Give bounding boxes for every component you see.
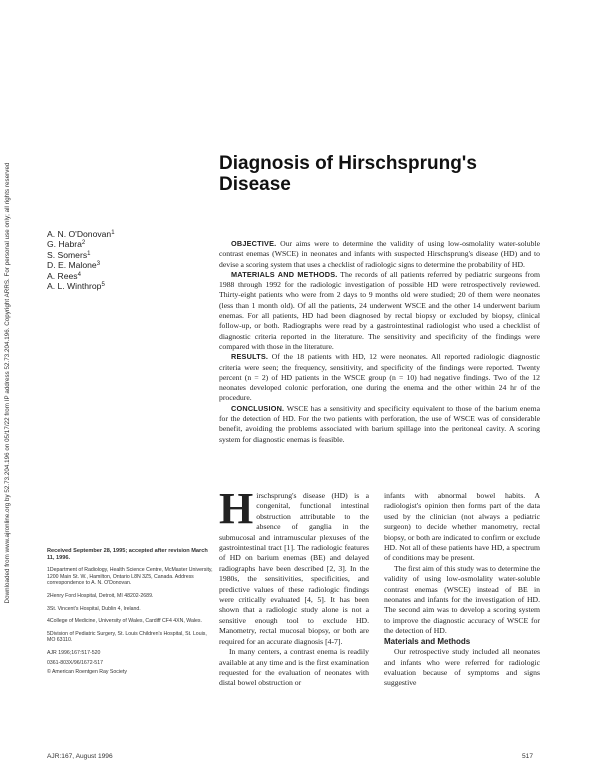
body-paragraph: The first aim of this study was to determine the validity of using low-osmolality water-soluble contrast enemas (WSCE) instead of BE in neonates and infants for the investigation of HD. The second aim was to develop a scoring system to improve the diagnostic accuracy of WSCE for the detection of HD. <box>384 563 540 636</box>
footnote: 2Henry Ford Hospital, Detroit, MI 48202-2689. <box>47 592 154 599</box>
footnote: 3St. Vincent's Hospital, Dublin 4, Ireland. <box>47 605 141 612</box>
article-title: Diagnosis of Hirschsprung's Disease <box>219 153 477 195</box>
footnote: 4College of Medicine, University of Wales, Cardiff CF4 4XN, Wales. <box>47 618 202 625</box>
footnote-citation: AJR 1996;167:517-520 <box>47 649 101 656</box>
download-notice: Downloaded from www.ajronline.org by 52.73.204.196 on 05/17/22 from IP address 52.73.204.196. Copyright ARRS. For personal use only; all rights reserved <box>4 162 11 604</box>
section-heading: Materials and Methods <box>384 636 471 646</box>
author: S. Somers$^1$ <box>47 249 91 260</box>
article-footnotes <box>47 548 213 682</box>
author: A. L. Winthrop$^5$ <box>47 281 105 292</box>
author: A. N. O'Donovan$^1$ <box>47 229 115 239</box>
author: G. Habra$^2$ <box>47 239 86 250</box>
abstract-conclusion: CONCLUSION. WSCE has a sensitivity and specificity equivalent to those of the barium enema for the detection of HD. For the two patients with perforation, the use of WSCE was of considerable benefit, avoiding the problems associated with barium spillage into the peritoneal cavity. A scoring system for diagnostic enemas is feasible. <box>219 403 540 444</box>
author: D. E. Malone$^3$ <box>47 260 101 271</box>
journal-footer: AJR:167, August 1996 <box>47 753 113 760</box>
author-list <box>47 229 207 291</box>
body-column-left <box>219 484 369 689</box>
body-column-right <box>384 491 540 689</box>
footnote-copyright: © American Roentgen Ray Society <box>47 669 127 676</box>
page-number: 517 <box>522 753 534 760</box>
author: A. Rees$^4$ <box>47 270 81 281</box>
body-paragraph: irschsprung's disease (HD) is a congenital, functional intestinal obstruction attributable to the absence of ganglia in the submucosal and intramuscular plexuses of the gastrointestinal tract [1]. The radiologic features of HD on barium enemas (BE) and delayed radiographs have been described [2, 3]. In the 1980s, the sensitivities, specificities, and predictive values of these radiologic findings were critically evaluated [4, 5]. It has been shown that a radiologic study alone is not a sensitive enough tool to exclude HD. Manometry, rectal mucosal biopsy, or both are required for an accurate diagnosis [4-7]. <box>219 491 369 646</box>
footnote-issn: 0361-803X/96/1672-517 <box>47 659 103 666</box>
body-paragraph: In many centers, a contrast enema is readily available at any time and is the first examination requested for the evaluation of neonates with distal bowel obstruction or <box>219 647 369 688</box>
footnote-received: Received September 28, 1995; accepted after revision March 11, 1996. <box>47 548 208 561</box>
abstract-results: RESULTS. Of the 18 patients with HD, 12 were neonates. All reported radiologic diagnostic criteria were seen; the frequency, sensitivity, and specificity of the findings were reported. Twenty percent (n = 2) of HD patients in the WSCE group (n = 10) had negative findings. Two of the 12 neonates developed colonic perforation, one during the enema and the other within 24 hr of the procedure. <box>219 352 540 403</box>
body-paragraph: Our retrospective study included all neonates and infants who were referred for radiologic evaluation because of symptoms and signs suggestive <box>384 647 540 688</box>
footnote: 5Division of Pediatric Surgery, St. Louis Children's Hospital, St. Louis, MO 63110. <box>47 630 207 644</box>
abstract <box>219 239 540 445</box>
footnote: 1Department of Radiology, Health Science Centre, McMaster University, 1200 Main St. W., Hamilton, Ontario L8N 3Z5, Canada. Address correspondence to A. N. O'Donovan. <box>47 567 213 587</box>
drop-cap: H <box>219 484 254 533</box>
abstract-methods: MATERIALS AND METHODS. The records of all patients referred by pediatric surgeons from 1988 through 1992 for the radiologic investigation of possible HD were retrospectively reviewed. Thirty-eight patients who were from 2 days to 9 months old were studied; 20 of them were neonates (less than 1 month old). Of all the patients, 24 underwent WSCE and the other 14 underwent barium enemas. For all patients, HD had been diagnosed by rectal biopsy or excluded by biopsy, clinical follow-up, or both. Radiographs were read by a gastrointestinal radiologist who used a checklist of diagnostic criteria reported in the literature. The sensitivity and specificity of the findings were compared with those in the literature. <box>219 269 540 351</box>
abstract-objective: OBJECTIVE. Our aims were to determine the validity of using low-osmolality water-soluble contrast enemas (WSCE) in neonates and infants with suspected Hirschsprung's disease (HD) and to devise a scoring system that uses a checklist of radiologic signs to determine the probability of HD. <box>219 239 540 269</box>
body-paragraph: infants with abnormal bowel habits. A radiologist's opinion then forms part of the data used by the clinician (not always a pediatric surgeon) to decide whether manometry, rectal biopsy, or both are indicated to confirm or exclude HD. Not all of these patients have HD, a spectrum of conditions may be present. <box>384 491 540 563</box>
